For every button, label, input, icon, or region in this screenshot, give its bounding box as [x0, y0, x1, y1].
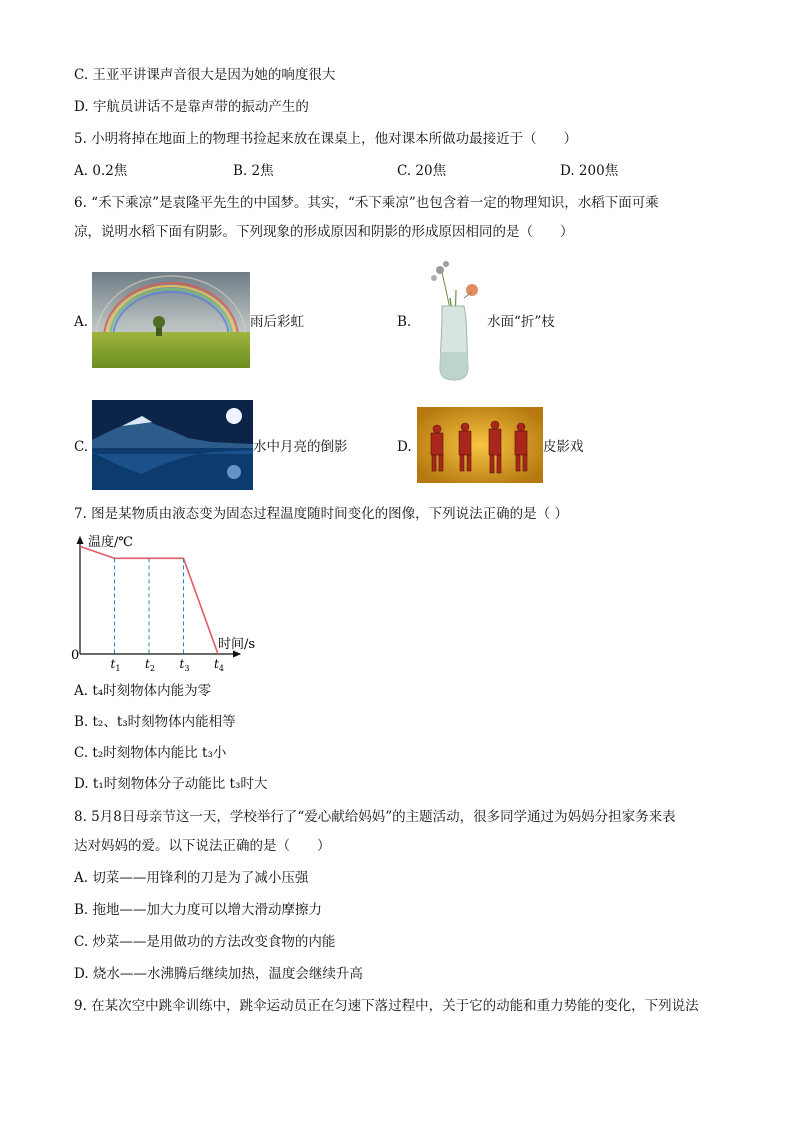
q6-stem-line2: 凉，说明水稻下面有阴影。下列现象的形成原因和阴影的形成原因相同的是（ ）: [74, 224, 574, 240]
shadow-puppet-picture: [417, 407, 543, 483]
rainbow-image: [92, 272, 250, 368]
q9-stem: 9. 在某次空中跳伞训练中，跳伞运动员正在匀速下落过程中，关于它的动能和重力势能的变化，下列说法: [74, 998, 699, 1014]
q5-option-d: D. 200焦: [560, 163, 619, 179]
q4-option-c: C. 王亚平讲课声音很大是因为她的响度很大: [74, 67, 336, 83]
q8-option-b: B. 拖地——加大力度可以增大滑动摩擦力: [74, 902, 323, 918]
q7-option-b: B. t₂、t₃时刻物体内能相等: [74, 714, 236, 730]
moon-reflection-picture: [92, 400, 253, 490]
vase-image: [420, 258, 486, 382]
q8-stem-line2: 达对妈妈的爱。以下说法正确的是（ ）: [74, 838, 331, 854]
tick-label-t3: $t_3$: [179, 657, 190, 673]
shadow-puppet-image: [417, 407, 543, 483]
tick-label-t2: $t_2$: [145, 657, 155, 673]
temperature-time-chart: [70, 533, 270, 673]
q5-option-c: C. 20焦: [397, 163, 447, 179]
q5-option-a: A. 0.2焦: [74, 163, 128, 179]
tick-label-t4: $t_4$: [214, 657, 224, 673]
q8-option-c: C. 炒菜——是用做功的方法改变食物的内能: [74, 934, 336, 950]
q7-option-c: C. t₂时刻物体内能比 t₃小: [74, 745, 227, 761]
q8-option-d: D. 烧水——水沸腾后继续加热，温度会继续升高: [74, 966, 363, 982]
q6-option-d-letter: D.: [397, 439, 412, 455]
q6-option-b-caption: 水面“折”枝: [487, 314, 555, 330]
q8-stem-line1: 8. 5月8日母亲节这一天，学校举行了“爱心献给妈妈”的主题活动，很多同学通过为妈妈分担家务来表: [74, 809, 676, 825]
q5-option-b: B. 2焦: [233, 163, 274, 179]
q6-option-b-letter: B.: [397, 314, 412, 330]
y-axis-label: 温度/℃: [88, 535, 133, 550]
q5-stem: 5. 小明将掉在地面上的物理书捡起来放在课桌上，他对课本所做功最接近于（ ）: [74, 131, 578, 147]
vase-picture: [420, 258, 486, 382]
q6-option-a-caption: 雨后彩虹: [250, 314, 304, 330]
q8-option-a: A. 切菜——用锋利的刀是为了减小压强: [74, 870, 309, 886]
origin-label: 0: [71, 648, 80, 663]
q7-option-d: D. t₁时刻物体分子动能比 t₃时大: [74, 776, 268, 792]
q6-option-d-caption: 皮影戏: [543, 439, 584, 455]
rainbow-picture: [92, 272, 250, 368]
q4-option-d: D. 宇航员讲话不是靠声带的振动产生的: [74, 99, 309, 115]
q7-stem: 7. 图是某物质由液态变为固态过程温度随时间变化的图像，下列说法正确的是（ ）: [74, 506, 568, 522]
q6-stem-line1: 6. “禾下乘凉”是袁隆平先生的中国梦。其实，“禾下乘凉”也包含着一定的物理知识，水稻下面可乘: [74, 195, 659, 211]
q6-option-a-letter: A.: [74, 314, 89, 330]
q6-option-c-letter: C.: [74, 439, 89, 455]
tick-label-t1: $t_1$: [110, 657, 121, 673]
x-axis-label: 时间/s: [218, 637, 256, 652]
moon-reflection-image: [92, 400, 253, 490]
q7-option-a: A. t₄时刻物体内能为零: [74, 683, 212, 699]
q6-option-c-caption: 水中月亮的倒影: [253, 439, 348, 455]
